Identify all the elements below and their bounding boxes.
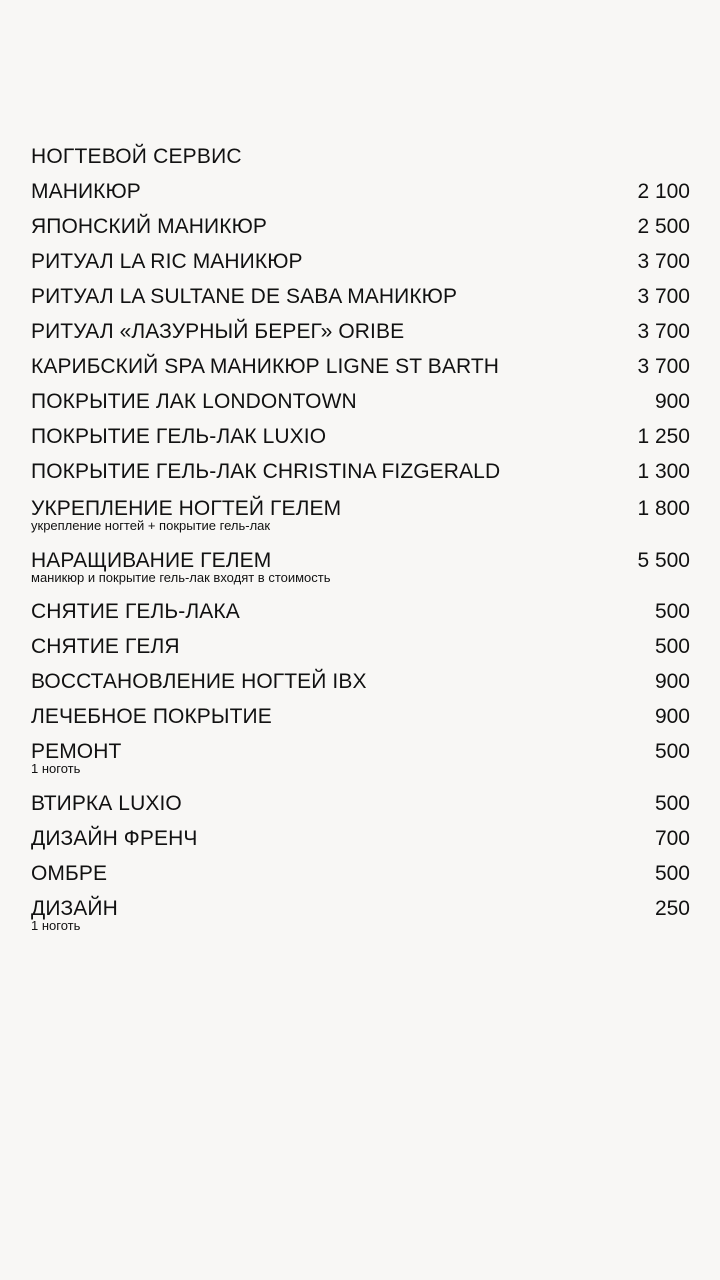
service-name: МАНИКЮР <box>31 180 141 203</box>
service-name: СНЯТИЕ ГЕЛЬ-ЛАКА <box>31 600 240 623</box>
service-name: ОМБРЕ <box>31 862 108 885</box>
service-name: ВОССТАНОВЛЕНИЕ НОГТЕЙ IBX <box>31 670 367 693</box>
service-name: ДИЗАЙН <box>31 897 118 920</box>
price-row-french-design <box>31 826 690 861</box>
service-name: РЕМОНТ <box>31 740 122 763</box>
service-note: укрепление ногтей + покрытие гель-лак <box>31 518 271 533</box>
service-name: НАРАЩИВАНИЕ ГЕЛЕМ <box>31 549 272 572</box>
price-row-la-ric <box>31 249 690 284</box>
service-price: 500 <box>654 792 690 815</box>
service-price: 900 <box>654 670 690 693</box>
service-name: УКРЕПЛЕНИЕ НОГТЕЙ ГЕЛЕМ <box>31 497 342 520</box>
price-row-manicure <box>31 179 690 214</box>
price-row-ibx-restoration <box>31 669 690 704</box>
service-price: 500 <box>654 862 690 885</box>
service-price: 900 <box>654 705 690 728</box>
price-row-gel-luxio <box>31 424 690 459</box>
service-name: РИТУАЛ LA SULTANE DE SABA МАНИКЮР <box>31 285 458 308</box>
service-name: ДИЗАЙН ФРЕНЧ <box>31 827 198 850</box>
price-row-repair <box>31 739 690 791</box>
service-price: 1 250 <box>637 425 690 448</box>
price-row-gel-strengthening <box>31 496 690 548</box>
service-name: ПОКРЫТИЕ ГЕЛЬ-ЛАК LUXIO <box>31 425 327 448</box>
price-row-londontown <box>31 389 690 424</box>
service-price: 900 <box>654 390 690 413</box>
price-list <box>31 144 690 948</box>
service-name: КАРИБСКИЙ SPA МАНИКЮР LIGNE ST BARTH <box>31 355 500 378</box>
service-name: ПОКРЫТИЕ ГЕЛЬ-ЛАК CHRISTINA FIZGERALD <box>31 460 501 483</box>
service-name: РИТУАЛ «ЛАЗУРНЫЙ БЕРЕГ» ORIBE <box>31 320 405 343</box>
service-note: 1 ноготь <box>31 761 81 776</box>
service-price: 700 <box>654 827 690 850</box>
service-name: СНЯТИЕ ГЕЛЯ <box>31 635 180 658</box>
price-row-gel-extension <box>31 548 690 599</box>
price-row-luxio-rub <box>31 791 690 826</box>
service-price: 5 500 <box>637 549 690 572</box>
service-price: 250 <box>654 897 690 920</box>
price-row-la-sultane <box>31 284 690 319</box>
service-price: 2 500 <box>637 215 690 238</box>
price-row-japanese-manicure <box>31 214 690 249</box>
service-price: 500 <box>654 740 690 763</box>
service-price: 500 <box>654 600 690 623</box>
price-row-treatment-coating <box>31 704 690 739</box>
price-row-caribbean-spa <box>31 354 690 389</box>
section-title: НОГТЕВОЙ СЕРВИС <box>31 145 242 168</box>
service-price: 3 700 <box>637 320 690 343</box>
service-price: 3 700 <box>637 250 690 273</box>
service-price: 3 700 <box>637 285 690 308</box>
price-row-azure-coast <box>31 319 690 354</box>
service-name: РИТУАЛ LA RIC МАНИКЮР <box>31 250 303 273</box>
price-row-gel-removal <box>31 634 690 669</box>
service-price: 1 800 <box>637 497 690 520</box>
service-price: 2 100 <box>637 180 690 203</box>
service-name: ЯПОНСКИЙ МАНИКЮР <box>31 215 267 238</box>
price-row-gel-polish-removal <box>31 599 690 634</box>
service-name: ЛЕЧЕБНОЕ ПОКРЫТИЕ <box>31 705 272 728</box>
service-price: 3 700 <box>637 355 690 378</box>
price-row-ombre <box>31 861 690 896</box>
price-row-design <box>31 896 690 948</box>
service-name: ПОКРЫТИЕ ЛАК LONDONTOWN <box>31 390 357 413</box>
service-note: 1 ноготь <box>31 918 81 933</box>
service-price: 500 <box>654 635 690 658</box>
service-name: ВТИРКА LUXIO <box>31 792 182 815</box>
service-price: 1 300 <box>637 460 690 483</box>
service-note: маникюр и покрытие гель-лак входят в стоимость <box>31 570 331 585</box>
price-row-gel-christina <box>31 459 690 496</box>
